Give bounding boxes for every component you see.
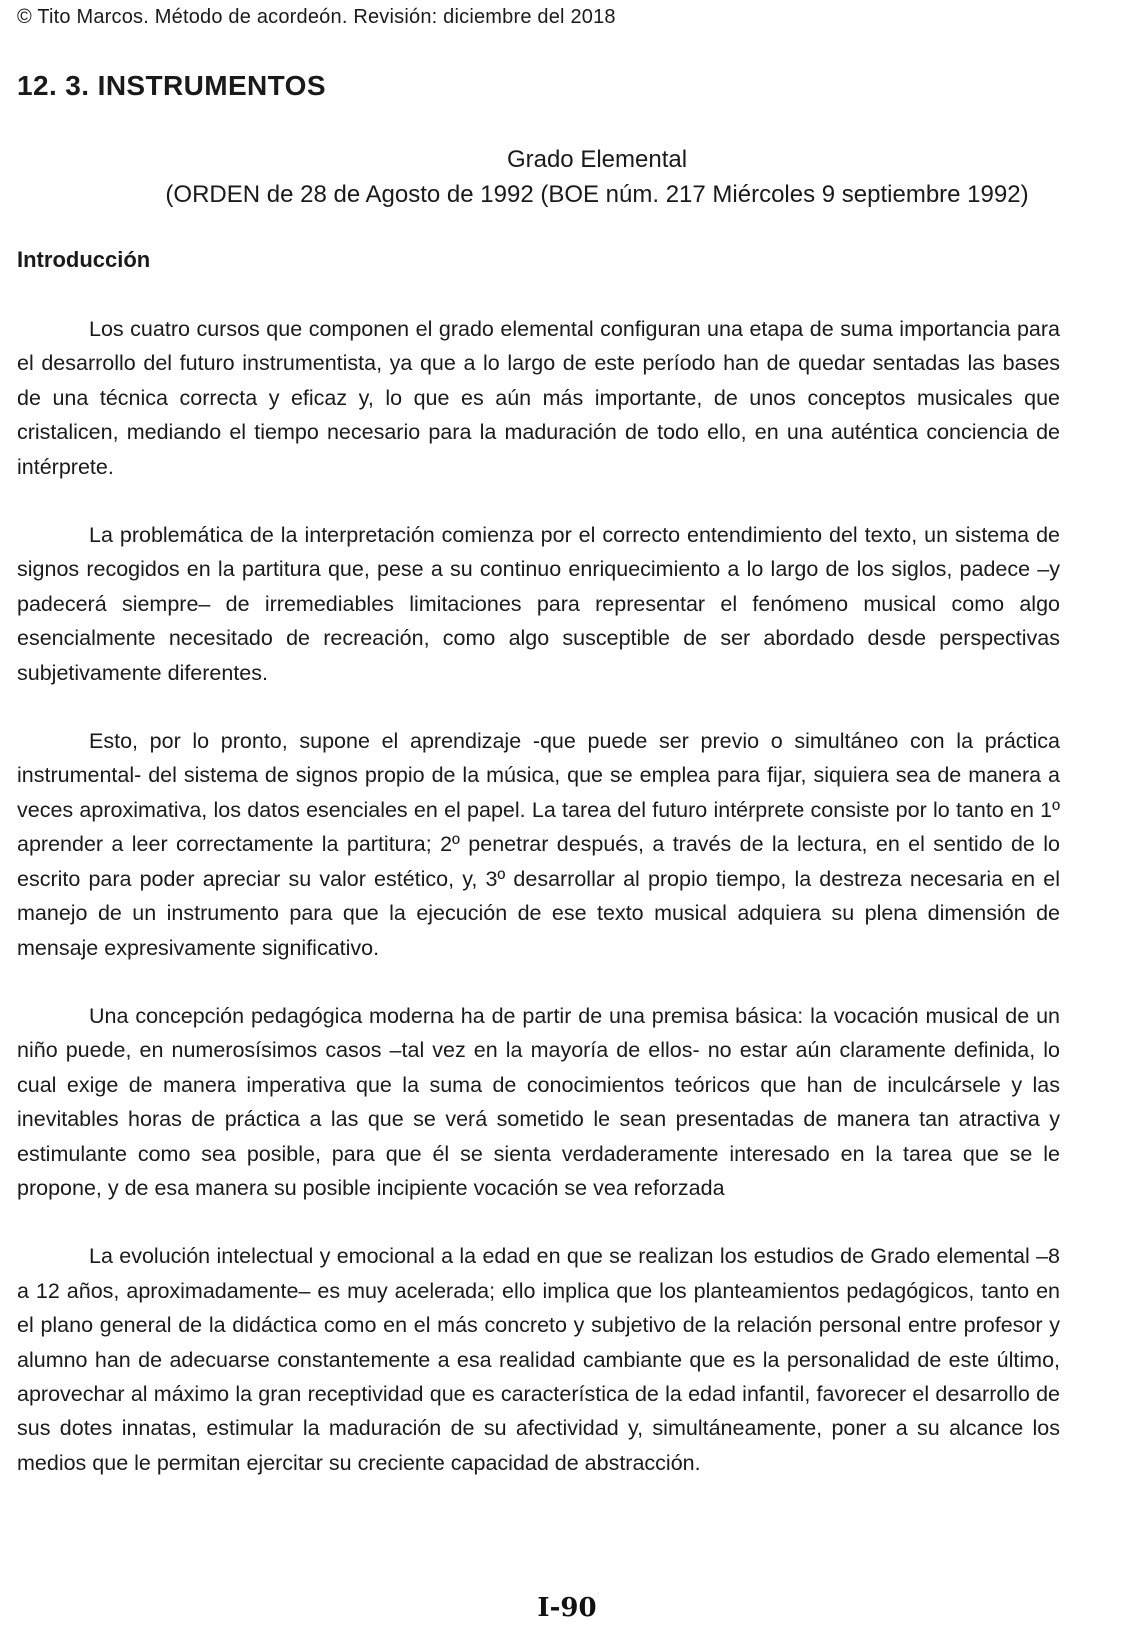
paragraph: Esto, por lo pronto, supone el aprendizaje -que puede ser previo o simultáneo con la práctica instrumental- del sistema de signos propio de la música, que se emplea para fijar, siquiera sea de manera a veces aproximativa, los datos esenciales en el papel. La tarea del futuro intérprete consiste por lo tanto en 1º aprender a leer correctamente la partitura; 2º penetrar después, a través de la lectura, en el sentido de lo escrito para poder apreciar su valor estético, y, 3º desarrollar al propio tiempo, la destreza necesaria en el manejo de un instrumento para que la ejecución de ese texto musical adquiera su plena dimensión de mensaje expresivamente significativo. xyxy=(17,729,1060,960)
page-number: I-90 xyxy=(537,1593,597,1623)
section-title: 12. 3. INSTRUMENTOS xyxy=(17,70,326,101)
grado-title: Grado Elemental xyxy=(506,146,688,173)
paragraph: La problemática de la interpretación comienza por el correcto entendimiento del texto, un sistema de signos recogidos en la partitura que, pese a su continuo enriquecimiento a lo largo de los siglos, padece –y padecerá siempre– de irremediables limitaciones para representar el fenómeno musical como algo esencialmente necesitado de recreación, como algo susceptible de ser abordado desde perspectivas subjetivamente diferentes. xyxy=(17,523,1060,685)
introduccion-heading: Introducción xyxy=(17,247,151,272)
grado-reference: (ORDEN de 28 de Agosto de 1992 (BOE núm. 217 Miércoles 9 septiembre 1992) xyxy=(165,181,1029,208)
paragraph: Una concepción pedagógica moderna ha de partir de una premisa básica: la vocación musical de un niño puede, en numerosísimos casos –tal vez en la mayoría de ellos- no estar aún claramente definida, lo cual exige de manera imperativa que la suma de conocimientos teóricos que han de inculcársele y las inevitables horas de práctica a las que se verá sometido le sean presentadas de manera tan atractiva y estimulante como sea posible, para que él se sienta verdaderamente interesado en la tarea que se le propone, y de esa manera su posible incipiente vocación se vea reforzada xyxy=(17,1003,1060,1200)
body-text xyxy=(17,312,1060,1514)
paragraph: La evolución intelectual y emocional a la edad en que se realizan los estudios de Grado elemental –8 a 12 años, aproximadamente– es muy acelerada; ello implica que los planteamientos pedagógicos, tanto en el plano general de la didáctica como en el más concreto y subjetivo de la relación personal entre profesor y alumno han de adecuarse constantemente a esa realidad cambiante que es la personalidad de este último, aprovechar al máximo la gran receptividad que es característica de la edad infantil, favorecer el desarrollo de sus dotes innatas, estimular la maduración de su afectividad y, simultáneamente, poner a su alcance los medios que le permitan ejercitar su creciente capacidad de abstracción. xyxy=(17,1244,1060,1475)
copyright-header: © Tito Marcos. Método de acordeón. Revisión: diciembre del 2018 xyxy=(17,6,616,28)
paragraph: Los cuatro cursos que componen el grado elemental configuran una etapa de suma importancia para el desarrollo del futuro instrumentista, ya que a lo largo de este período han de quedar sentadas las bases de una técnica correcta y eficaz y, lo que es aún más importante, de unos conceptos musicales que cristalicen, mediando el tiempo necesario para la maduración de todo ello, en una auténtica conciencia de intérprete. xyxy=(17,317,1060,479)
